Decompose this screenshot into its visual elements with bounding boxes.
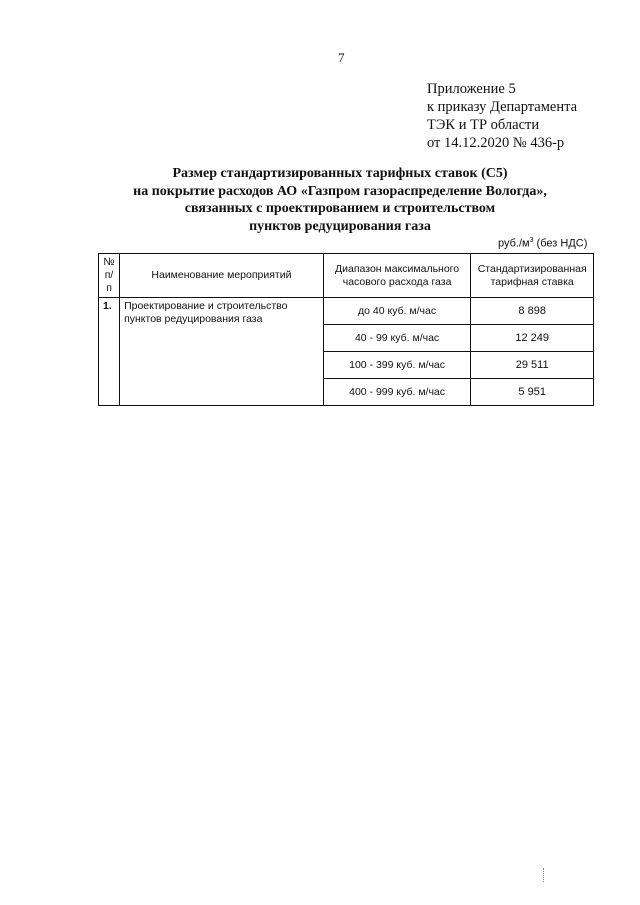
appendix-block [427,80,577,152]
title-line: пунктов редуцирования газа [249,218,431,234]
units-suffix: (без НДС) [533,237,588,250]
table-header-row [99,254,594,298]
appendix-line: от 14.12.2020 № 436-р [427,135,565,151]
units-superscript: 3 [529,237,534,244]
rate-cell: 29 511 [471,352,594,379]
table-row [99,298,594,325]
header-number-line2: п/п [104,269,114,294]
title-line: связанных с проектированием и строительством [184,201,496,216]
page-number: 7 [338,50,345,65]
range-cell: 400 - 999 куб. м/час [323,379,471,406]
units-note [498,237,587,250]
rate-cell: 12 249 [471,325,594,352]
document-title [60,165,620,235]
title-line: на покрытие расходов АО «Газпром газораспределение Вологда», [133,183,547,199]
range-cell: 40 - 99 куб. м/час [323,325,471,352]
header-rate: Стандартизированная тарифная ставка [471,254,594,298]
range-cell: до 40 куб. м/час [323,298,471,325]
row-name: Проектирование и строительство пунктов редуцирования газа [120,298,324,406]
appendix-line: к приказу Департамента [427,99,578,115]
range-cell: 100 - 399 куб. м/час [323,352,471,379]
rate-cell: 8 898 [471,298,594,325]
tariff-table [98,253,594,406]
rate-cell: 5 951 [471,379,594,406]
header-range: Диапазон максимального часового расхода газа [323,254,471,298]
header-name: Наименование мероприятий [120,254,324,298]
row-number: 1. [99,298,120,406]
title-line: Размер стандартизированных тарифных ставок (С5) [172,166,508,181]
header-number [99,254,120,298]
header-number-line1: № [103,256,115,268]
appendix-line: ТЭК и ТР области [427,117,540,133]
appendix-line: Приложение 5 [427,81,516,97]
margin-mark [543,868,545,882]
units-prefix: руб./м [498,237,530,250]
